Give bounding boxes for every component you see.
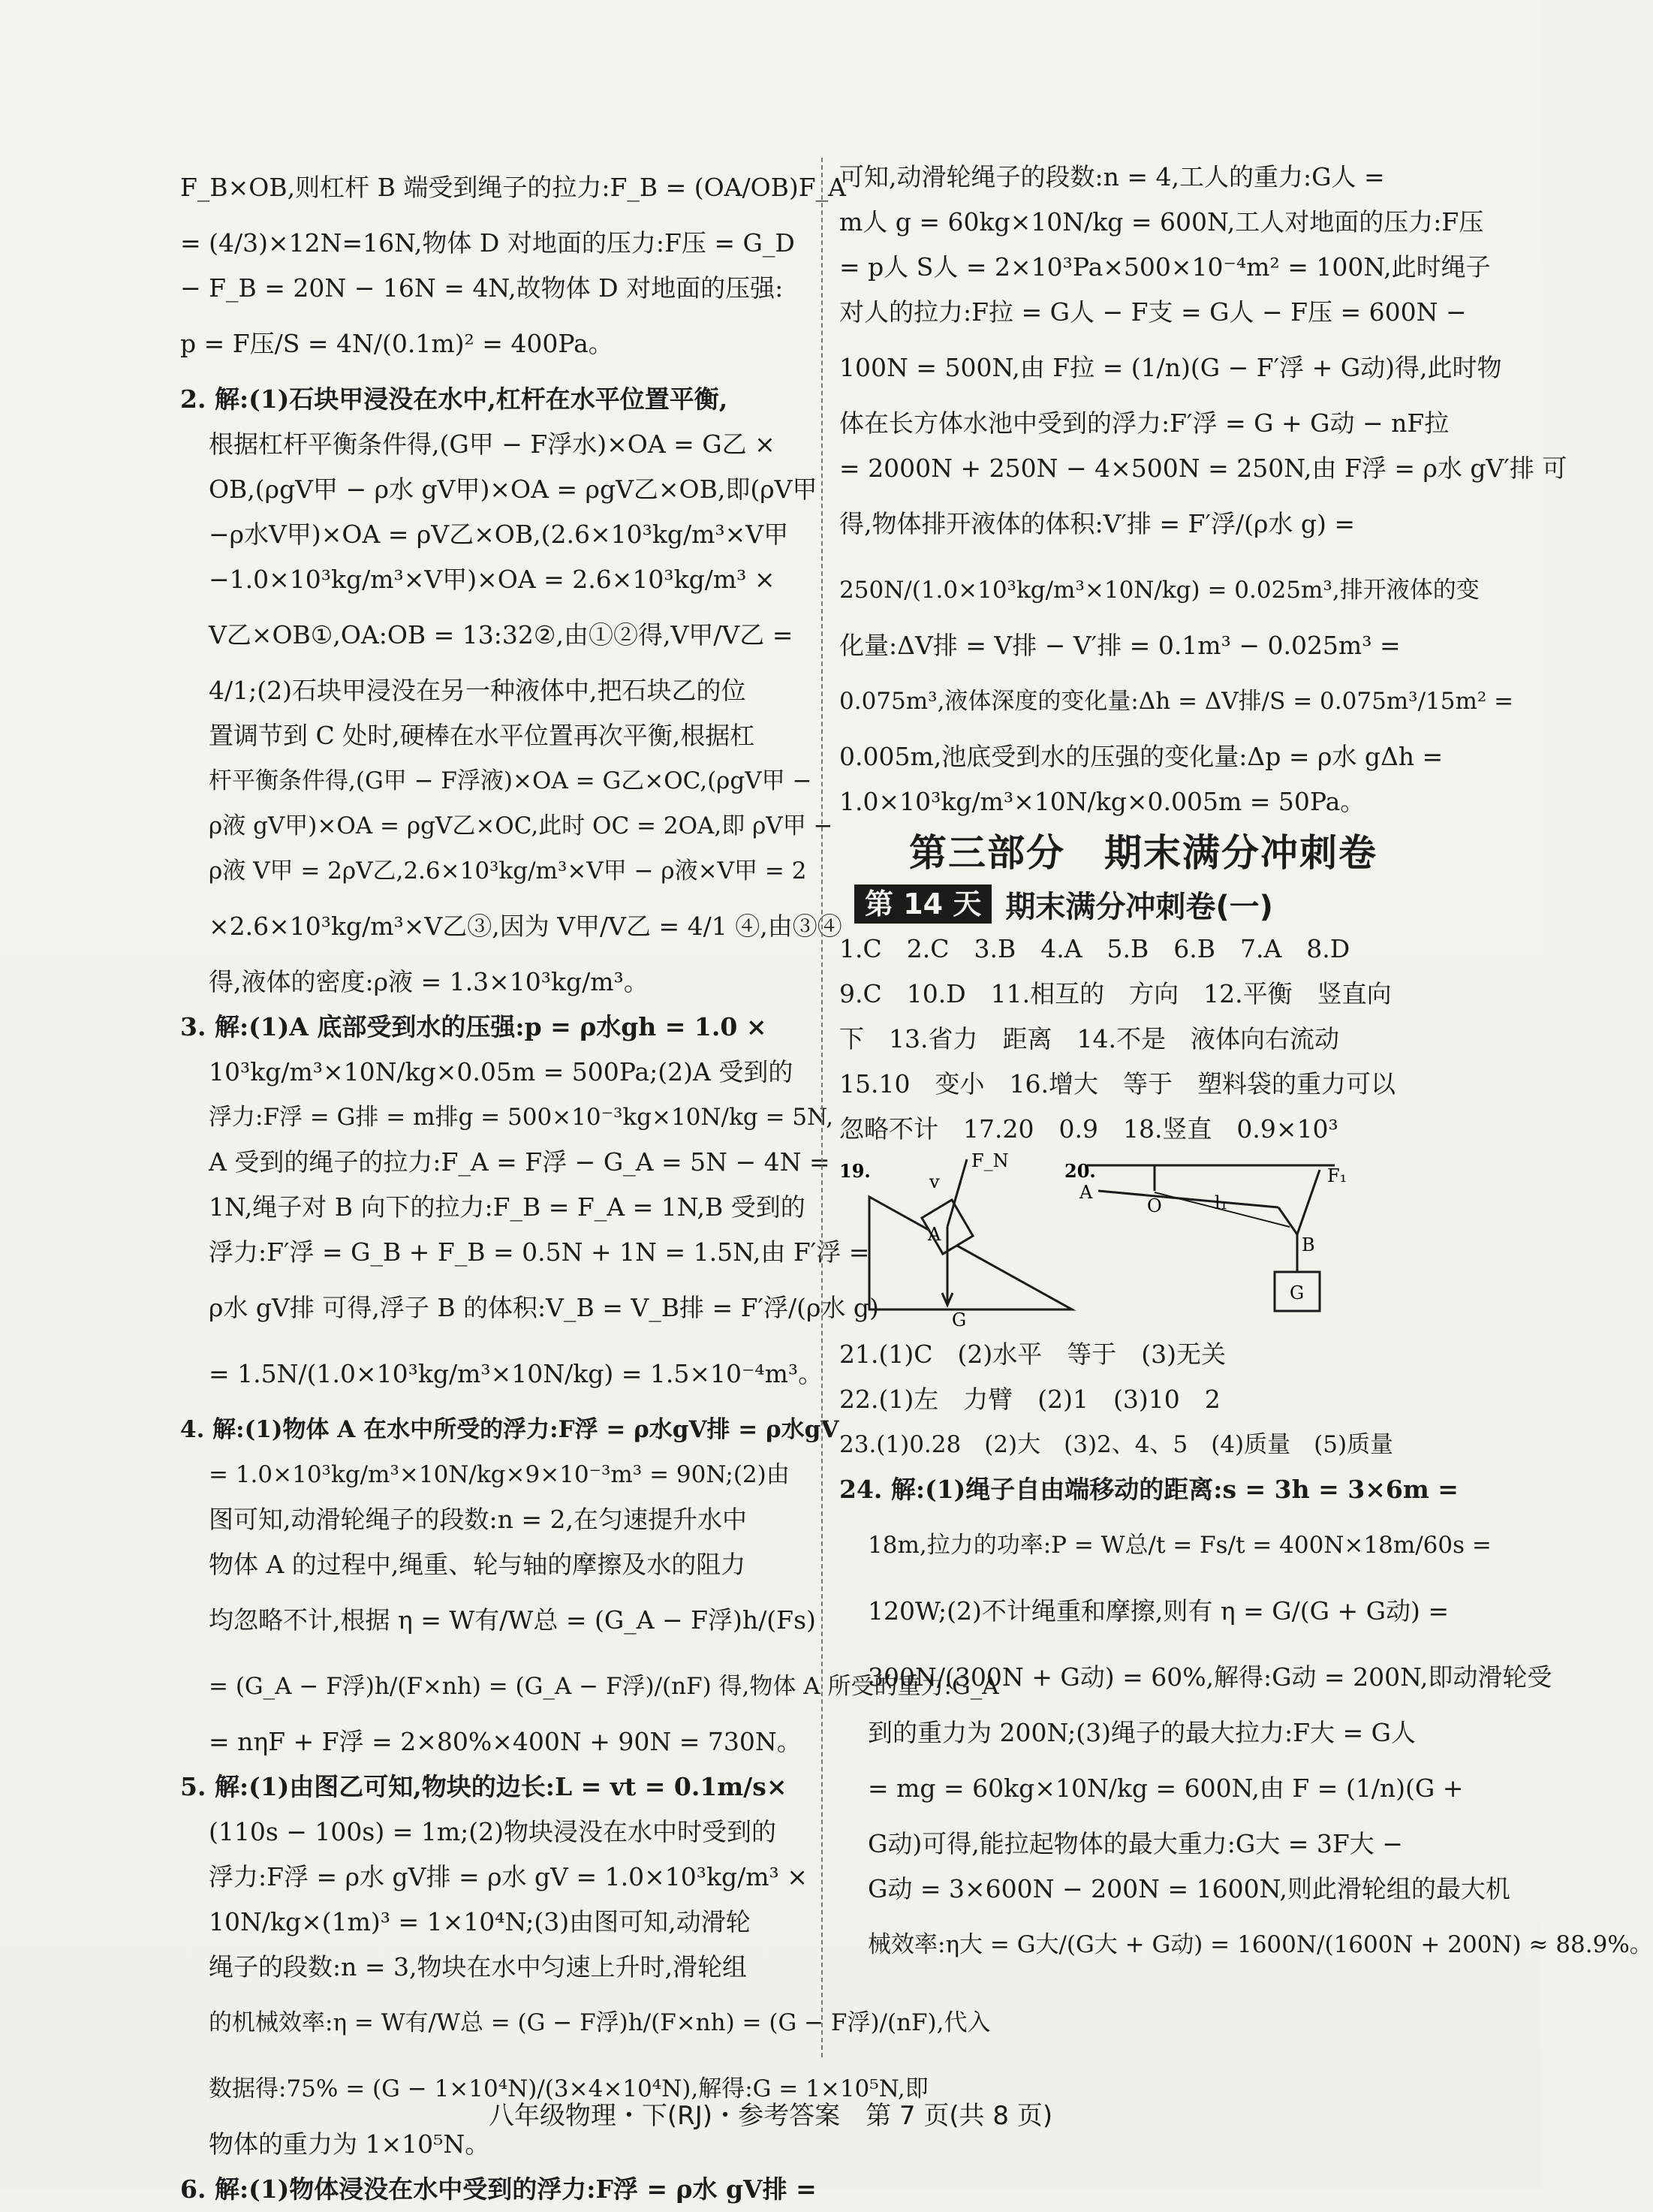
- text-line: = p人 S人 = 2×10³Pa×500×10⁻⁴m² = 100N,此时绳子: [839, 252, 1491, 282]
- text-line: − F_B = 20N − 16N = 4N,故物体 D 对地面的压强:: [180, 273, 784, 303]
- text-line: 械效率:η大 = G大/(G大 + G动) = 1600N/(1600N + 200N) ≈ 88.9%。: [868, 1931, 1653, 1958]
- text-line: m人 g = 60kg×10N/kg = 600N,工人对地面的压力:F压: [839, 207, 1484, 237]
- day-title: 期末满分冲刺卷(一): [1005, 889, 1273, 924]
- label-a: A: [928, 1224, 941, 1245]
- label-g-block: G: [1290, 1282, 1305, 1303]
- text-line: 1N,绳子对 B 向下的拉力:F_B = F_A = 1N,B 受到的: [209, 1192, 805, 1222]
- text-line: = (4/3)×12N=16N,物体 D 对地面的压力:F压 = G_D: [180, 228, 795, 258]
- label-fn: F_N: [971, 1150, 1009, 1171]
- text-line: 物体的重力为 1×10⁵N。: [209, 2129, 490, 2159]
- text-line: 可知,动滑轮绳子的段数:n = 4,工人的重力:G人 =: [839, 162, 1385, 191]
- text-line: 的机械效率:η = W有/W总 = (G − F浮)h/(F×nh) = (G − F浮)/(nF),代入: [209, 2009, 991, 2036]
- answer-6-start: 6. 解:(1)物体浸没在水中受到的浮力:F浮 = ρ水 gV排 =: [180, 2174, 817, 2204]
- text-line: 物体 A 的过程中,绳重、轮与轴的摩擦及水的阻力: [209, 1550, 746, 1579]
- text-line: 到的重力为 200N;(3)绳子的最大拉力:F大 = G人: [868, 1718, 1417, 1747]
- text-line: = 2000N + 250N − 4×500N = 250N,由 F浮 = ρ水 gV′排 可: [839, 454, 1567, 483]
- text-line: 10N/kg×(1m)³ = 1×10⁴N;(3)由图可知,动滑轮: [209, 1907, 751, 1936]
- text-line: ρ液 gV甲)×OA = ρgV乙×OC,此时 OC = 2OA,即 ρV甲 −: [209, 812, 833, 839]
- text-line: 0.075m³,液体深度的变化量:Δh = ΔV排/S = 0.075m³/15m² =: [839, 688, 1514, 715]
- text-line: p = F压/S = 4N/(0.1m)² = 400Pa。: [180, 329, 613, 358]
- force-f1-arrow: [1297, 1170, 1320, 1234]
- text-line: 10³kg/m³×10N/kg×0.05m = 500Pa;(2)A 受到的: [209, 1057, 793, 1086]
- text-line: 数据得:75% = (G − 1×10⁴N)/(3×4×10⁴N),解得:G = 1×10⁵N,即: [209, 2075, 929, 2102]
- answer-line: 9.C 10.D 11.相互的 方向 12.平衡 竖直向: [839, 979, 1392, 1008]
- text-line: ρ水 gV排 可得,浮子 B 的体积:V_B = V_B排 = F′浮/(ρ水 g): [209, 1293, 879, 1322]
- section-title: 第三部分 期末满分冲刺卷: [909, 831, 1378, 875]
- incline-diagram: [869, 1159, 1072, 1309]
- text-line: 100N = 500N,由 F拉 = (1/n)(G − F′浮 + G动)得,此时物: [839, 353, 1502, 382]
- figures-19-20: [839, 1152, 1447, 1332]
- text-line: 浮力:F浮 = G排 = m排g = 500×10⁻³kg×10N/kg = 5N,: [209, 1104, 834, 1131]
- text-line: 均忽略不计,根据 η = W有/W总 = (G_A − F浮)h/(Fs): [209, 1605, 816, 1635]
- label-g: G: [952, 1309, 967, 1331]
- day-badge: 第 14 天: [854, 884, 992, 924]
- text-line: ×2.6×10³kg/m³×V乙③,因为 V甲/V乙 = 4/1 ④,由③④: [209, 912, 842, 941]
- lever-rod: [1098, 1191, 1278, 1207]
- fig20-number: 20.: [1064, 1160, 1096, 1182]
- text-line: 浮力:F′浮 = G_B + F_B = 0.5N + 1N = 1.5N,由 F′浮 =: [209, 1237, 870, 1267]
- text-line: 体在长方体水池中受到的浮力:F′浮 = G + G动 − nF拉: [839, 408, 1450, 438]
- text-line: G动 = 3×600N − 200N = 1600N,则此滑轮组的最大机: [868, 1874, 1510, 1903]
- text-line: V乙×OB①,OA:OB = 13:32②,由①②得,V甲/V乙 =: [209, 620, 793, 649]
- answer-3-start: 3. 解:(1)A 底部受到水的压强:p = ρ水gh = 1.0 ×: [180, 1012, 767, 1041]
- answer-line: 忽略不计 17.20 0.9 18.竖直 0.9×10³: [839, 1114, 1338, 1144]
- text-line: A 受到的绳子的拉力:F_A = F浮 − G_A = 5N − 4N =: [209, 1147, 830, 1177]
- page-footer: 八年级物理・下(RJ)・参考答案 第 7 页(共 8 页): [488, 2101, 1053, 2131]
- text-line: 浮力:F浮 = ρ水 gV排 = ρ水 gV = 1.0×10³kg/m³ ×: [209, 1862, 808, 1891]
- text-line: 300N/(300N + G动) = 60%,解得:G动 = 200N,即动滑轮受: [868, 1662, 1552, 1692]
- right-column: [839, 155, 1653, 2062]
- answer-5-start: 5. 解:(1)由图乙可知,物块的边长:L = vt = 0.1m/s×: [180, 1772, 787, 1801]
- text-line: 1.0×10³kg/m³×10N/kg×0.005m = 50Pa。: [839, 787, 1365, 816]
- text-line: 18m,拉力的功率:P = W总/t = Fs/t = 400N×18m/60s =: [868, 1532, 1492, 1559]
- day-header: [839, 881, 1447, 927]
- answer-line: 下 13.省力 距离 14.不是 液体向右流动: [839, 1024, 1339, 1053]
- answer-24-start: 24. 解:(1)绳子自由端移动的距离:s = 3h = 3×6m =: [839, 1475, 1459, 1504]
- text-line: 置调节到 C 处时,硬棒在水平位置再次平衡,根据杠: [209, 721, 755, 750]
- incline: [869, 1197, 1072, 1309]
- text-line: 4/1;(2)石块甲浸没在另一种液体中,把石块乙的位: [209, 676, 746, 705]
- label-f1: F₁: [1327, 1165, 1347, 1186]
- text-line: = 1.0×10³kg/m³×10N/kg×9×10⁻³m³ = 90N;(2)由: [209, 1461, 790, 1488]
- text-line: = nηF + F浮 = 2×80%×400N + 90N = 730N。: [209, 1727, 802, 1756]
- answer-line: 1.C 2.C 3.B 4.A 5.B 6.B 7.A 8.D: [839, 934, 1350, 963]
- text-line: 250N/(1.0×10³kg/m³×10N/kg) = 0.025m³,排开液体的变: [839, 577, 1480, 604]
- answer-line: 21.(1)C (2)水平 等于 (3)无关: [839, 1340, 1226, 1369]
- column-divider: [821, 158, 823, 2057]
- text-line: 对人的拉力:F拉 = G人 − F支 = G人 − F压 = 600N −: [839, 297, 1467, 327]
- answer-line: 22.(1)左 力臂 (2)1 (3)10 2: [839, 1385, 1221, 1414]
- label-b: B: [1302, 1234, 1315, 1255]
- answer-line: 15.10 变小 16.增大 等于 塑料袋的重力可以: [839, 1069, 1396, 1098]
- text-line: F_B×OB,则杠杆 B 端受到绳子的拉力:F_B = (OA/OB)F_A: [180, 173, 847, 202]
- text-line: −1.0×10³kg/m³×V甲)×OA = 2.6×10³kg/m³ ×: [209, 565, 775, 594]
- text-line: 根据杠杆平衡条件得,(G甲 − F浮水)×OA = G乙 ×: [209, 429, 775, 459]
- text-line: 绳子的段数:n = 3,物块在水中匀速上升时,滑轮组: [209, 1952, 747, 1981]
- answer-4-start: 4. 解:(1)物体 A 在水中所受的浮力:F浮 = ρ水gV排 = ρ水gV: [180, 1416, 839, 1443]
- label-o: O: [1147, 1195, 1162, 1216]
- text-line: 化量:ΔV排 = V排 − V′排 = 0.1m³ − 0.025m³ =: [839, 631, 1401, 660]
- text-line: = 1.5N/(1.0×10³kg/m³×10N/kg) = 1.5×10⁻⁴m³。: [209, 1359, 823, 1388]
- answer-line: 23.(1)0.28 (2)大 (3)2、4、5 (4)质量 (5)质量: [839, 1431, 1394, 1458]
- text-line: 得,液体的密度:ρ液 = 1.3×10³kg/m³。: [209, 967, 649, 996]
- text-line: OB,(ρgV甲 − ρ水 gV甲)×OA = ρgV乙×OB,即(ρV甲: [209, 475, 817, 504]
- label-l1: l₁: [1215, 1192, 1228, 1213]
- text-line: = (G_A − F浮)h/(F×nh) = (G_A − F浮)/(nF) 得,物体 A 所受的重力:G_A: [209, 1673, 999, 1700]
- text-line: 图可知,动滑轮绳子的段数:n = 2,在匀速提升水中: [209, 1505, 747, 1534]
- text-line: 0.005m,池底受到水的压强的变化量:Δp = ρ水 gΔh =: [839, 742, 1444, 771]
- text-line: G动)可得,能拉起物体的最大重力:G大 = 3F大 −: [868, 1829, 1403, 1858]
- label-v: v: [929, 1171, 940, 1192]
- text-line: ρ液 V甲 = 2ρV乙,2.6×10³kg/m³×V甲 − ρ液×V甲 = 2: [209, 857, 807, 884]
- text-line: = mg = 60kg×10N/kg = 600N,由 F = (1/n)(G +: [868, 1774, 1464, 1803]
- answer-2-start: 2. 解:(1)石块甲浸没在水中,杠杆在水平位置平衡,: [180, 384, 728, 414]
- text-line: −ρ水V甲)×OA = ρV乙×OB,(2.6×10³kg/m³×V甲: [209, 520, 789, 549]
- force-diagrams: [839, 1152, 1447, 1332]
- label-a-point: A: [1079, 1182, 1093, 1203]
- text-line: (110s − 100s) = 1m;(2)物块浸没在水中时受到的: [209, 1817, 777, 1846]
- fig19-number: 19.: [839, 1160, 871, 1182]
- text-line: 120W;(2)不计绳重和摩擦,则有 η = G/(G + G动) =: [868, 1596, 1450, 1626]
- lever-bend: [1278, 1207, 1297, 1234]
- text-line: 得,物体排开液体的体积:V′排 = F′浮/(ρ水 g) =: [839, 509, 1355, 538]
- text-line: 杆平衡条件得,(G甲 − F浮液)×OA = G乙×OC,(ρgV甲 −: [209, 767, 812, 794]
